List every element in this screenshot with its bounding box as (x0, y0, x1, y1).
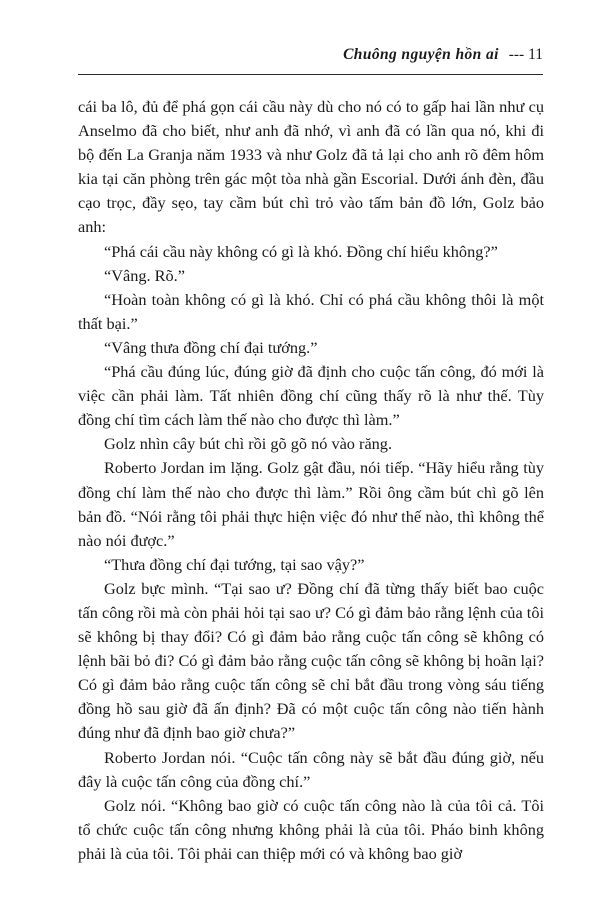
header-rule (78, 74, 543, 75)
paragraph: “Hoàn toàn không có gì là khó. Chỉ có phá cầu không thôi là một thất bại.” (78, 289, 544, 333)
header-separator: --- (508, 46, 525, 63)
book-title: Chuông nguyện hồn ai (343, 46, 499, 63)
paragraph: “Vâng. Rõ.” (104, 265, 185, 285)
paragraph: Golz nói. “Không bao giờ có cuộc tấn công nào là của tôi cả. Tôi tổ chức cuộc tấn công nhưng không phải là của tôi. Pháo binh không phải là của tôi. Tôi phải can thiệp mới có và không bao giờ (78, 795, 544, 863)
paragraph: Roberto Jordan nói. “Cuộc tấn công này sẽ bắt đầu đúng giờ, nếu đây là cuộc tấn công của đồng chí.” (78, 747, 544, 791)
paragraph: “Vâng thưa đồng chí đại tướng.” (104, 337, 318, 357)
paragraph: “Thưa đồng chí đại tướng, tại sao vậy?” (104, 554, 365, 574)
body-text (78, 95, 544, 866)
paragraph: cái ba lô, đủ để phá gọn cái cầu này dù cho nó có to gấp hai lần như cụ Anselmo đã cho biết, như anh đã nhớ, vì anh đã có lần qua nó, khi đi bộ đến La Granja năm 1933 và như Golz đã tả lại cho anh rõ đêm hôm kia tại căn phòng trên gác một tòa nhà gần Escorial. Dưới ánh đèn, đầu cạo trọc, đầy sẹo, tay cầm bút chì trỏ vào tấm bản đồ lớn, Golz bảo anh: (78, 97, 544, 237)
paragraph: “Phá cầu đúng lúc, đúng giờ đã định cho cuộc tấn công, đó mới là việc cần phải làm. Tất nhiên đồng chí cũng thấy rõ là như thế. Tùy đồng chí tìm cách làm thế nào cho được thì làm.” (78, 362, 544, 430)
page-number: 11 (528, 46, 543, 63)
paragraph: Roberto Jordan im lặng. Golz gật đầu, nói tiếp. “Hãy hiểu rằng tùy đồng chí làm thế nào cho được thì làm.” Rồi ông cầm bút chì gõ lên bản đồ. “Nói rằng tôi phải thực hiện việc đó như thế nào, thì không thể nào nói được.” (78, 458, 544, 550)
paragraph: Golz nhìn cây bút chì rồi gõ gõ nó vào răng. (104, 434, 393, 454)
paragraph: Golz bực mình. “Tại sao ư? Đồng chí đã từng thấy biết bao cuộc tấn công rồi mà còn phải hỏi tại sao ư? Có gì đảm bảo rằng lệnh của tôi sẽ không bị thay đổi? Có gì đảm bảo rằng cuộc tấn công sẽ không có lệnh bãi bỏ đi? Có gì đảm bảo rằng cuộc tấn công sẽ không bị hoãn lại? Có gì đảm bảo rằng cuộc tấn công sẽ chỉ bắt đầu trong vòng sáu tiếng đồng hồ sau giờ đã ấn định? Đã có một cuộc tấn công nào tiến hành đúng như đã định bao giờ chưa?” (78, 578, 544, 743)
paragraph: “Phá cái cầu này không có gì là khó. Đồng chí hiểu không?” (104, 241, 498, 261)
running-header (78, 46, 543, 72)
